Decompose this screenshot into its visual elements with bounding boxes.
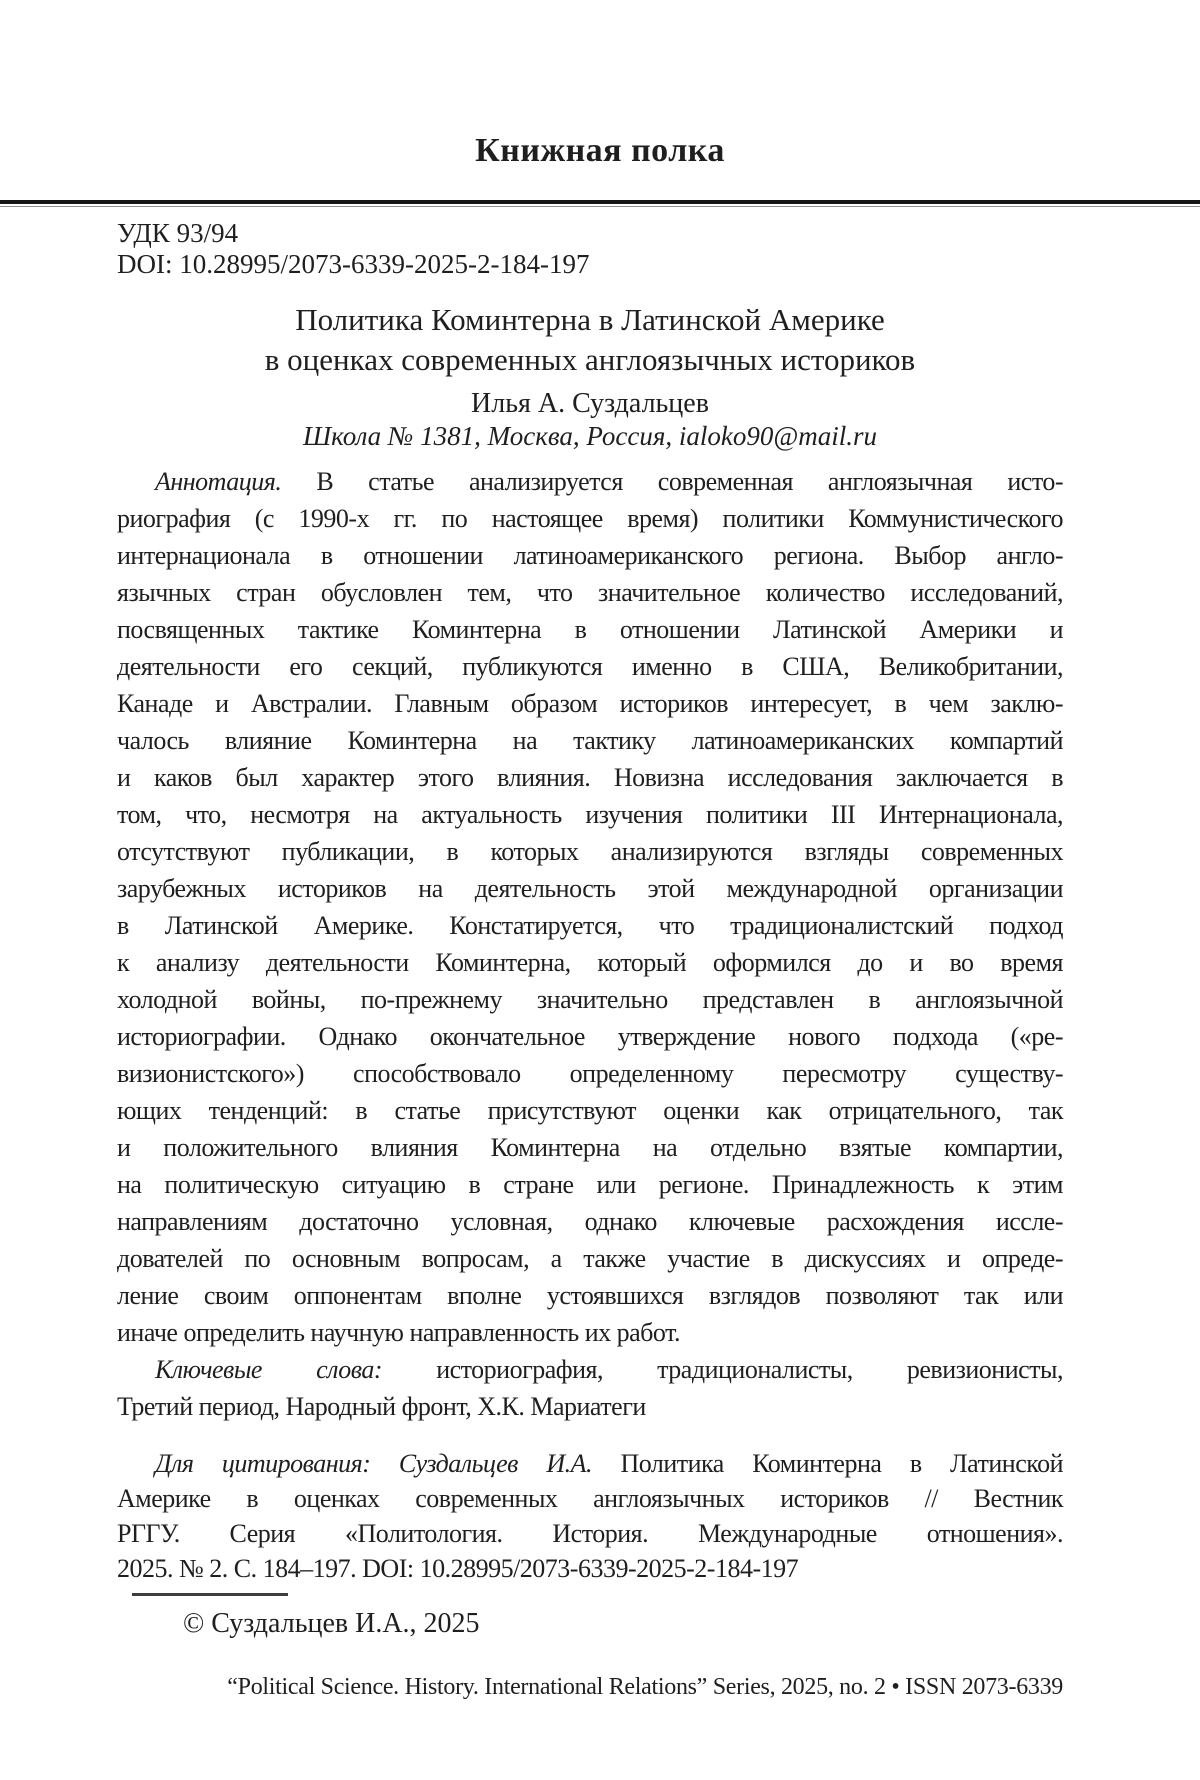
text-line: деятельности его секций, публикуются именно в США, Великобритании, [117, 652, 1063, 681]
text-line: Ключевые слова: историография, традиционалисты, ревизионисты, [155, 1355, 1063, 1384]
keywords-paragraph [117, 1351, 1063, 1425]
article-title-line: Политика Коминтерна в Латинской Америке [295, 302, 885, 337]
text-line: том, что, несмотря на актуальность изучения политики III Интернационала, [117, 800, 1063, 829]
text-line: 2025. № 2. С. 184–197. DOI: 10.28995/2073-6339-2025-2-184-197 [117, 1554, 799, 1583]
content-column [117, 218, 1063, 1701]
author-affiliation: Школа № 1381, Москва, Россия, ialoko90@mail.ru [302, 421, 878, 451]
text-line: риография (с 1990-х гг. по настоящее время) политики Коммунистического [117, 504, 1063, 533]
article-title [117, 300, 1063, 380]
text-line: посвященных тактике Коминтерна в отношении Латинской Америки и [117, 615, 1063, 644]
udk-line: УДК 93/94 [117, 218, 239, 248]
text-line: визионистского») способствовало определенному пересмотру существу- [117, 1059, 1063, 1088]
text-line: Америке в оценках современных англоязычных историков // Вестник [117, 1484, 1063, 1513]
text-line: на политическую ситуацию в стране или регионе. Принадлежность к этим [117, 1170, 1063, 1199]
text-line: и положительного влияния Коминтерна на отдельно взятые компартии, [117, 1133, 1063, 1162]
text-line: и каков был характер этого влияния. Новизна исследования заключается в [117, 763, 1063, 792]
text-line: Аннотация. В статье анализируется современная англоязычная исто- [155, 467, 1063, 496]
doi-line: DOI: 10.28995/2073-6339-2025-2-184-197 [117, 249, 590, 279]
author-name: Илья А. Суздальцев [471, 388, 709, 419]
text-line: Для цитирования: Суздальцев И.А. Политика Коминтерна в Латинской [155, 1449, 1063, 1478]
article-title-line: в оценках современных англоязычных историков [264, 342, 916, 377]
text-line: холодной войны, по-прежнему значительно представлен в англоязычной [117, 985, 1063, 1014]
text-line: ление своим оппонентам вполне устоявшихся взглядов позволяют так или [117, 1281, 1063, 1310]
text-line: отсутствуют публикации, в которых анализируются взгляды современных [117, 837, 1063, 866]
text-line: зарубежных историков на деятельность этой международной организации [117, 874, 1063, 903]
text-line: язычных стран обусловлен тем, что значительное количество исследований, [117, 578, 1063, 607]
text-line: Третий период, Народный фронт, Х.К. Мариатеги [117, 1392, 646, 1421]
text-line: историографии. Однако окончательное утверждение нового подхода («ре- [117, 1022, 1063, 1051]
journal-footer: “Political Science. History. International Relations” Series, 2025, no. 2 • ISSN 2073-6339 [227, 1674, 1063, 1700]
text-line: дователей по основным вопросам, а также участие в дискуссиях и опреде- [117, 1244, 1063, 1273]
copyright-line: © Суздальцев И.А., 2025 [183, 1608, 480, 1639]
citation-paragraph [117, 1446, 1063, 1586]
text-line: ющих тенденций: в статье присутствуют оценки как отрицательного, так [117, 1096, 1063, 1125]
text-line: интернационала в отношении латиноамериканского региона. Выбор англо- [117, 541, 1063, 570]
article-meta [117, 218, 1063, 280]
text-line: направлениям достаточно условная, однако ключевые расхождения иссле- [117, 1207, 1063, 1236]
text-line: Канаде и Австралии. Главным образом историков интересует, в чем заклю- [117, 689, 1063, 718]
footnote-rule [132, 1593, 288, 1596]
journal-section-header: Книжная полка [475, 132, 725, 169]
text-line: РГГУ. Серия «Политология. История. Международные отношения». [117, 1519, 1063, 1548]
text-line: в Латинской Америке. Констатируется, что традиционалистский подход [117, 911, 1063, 940]
header-divider-rule [0, 200, 1200, 204]
text-line: чалось влияние Коминтерна на тактику латиноамериканских компартий [117, 726, 1063, 755]
text-line: иначе определить научную направленность их работ. [117, 1318, 680, 1347]
text-line: к анализу деятельности Коминтерна, который оформился до и во время [117, 948, 1063, 977]
abstract-paragraph [117, 463, 1063, 1351]
